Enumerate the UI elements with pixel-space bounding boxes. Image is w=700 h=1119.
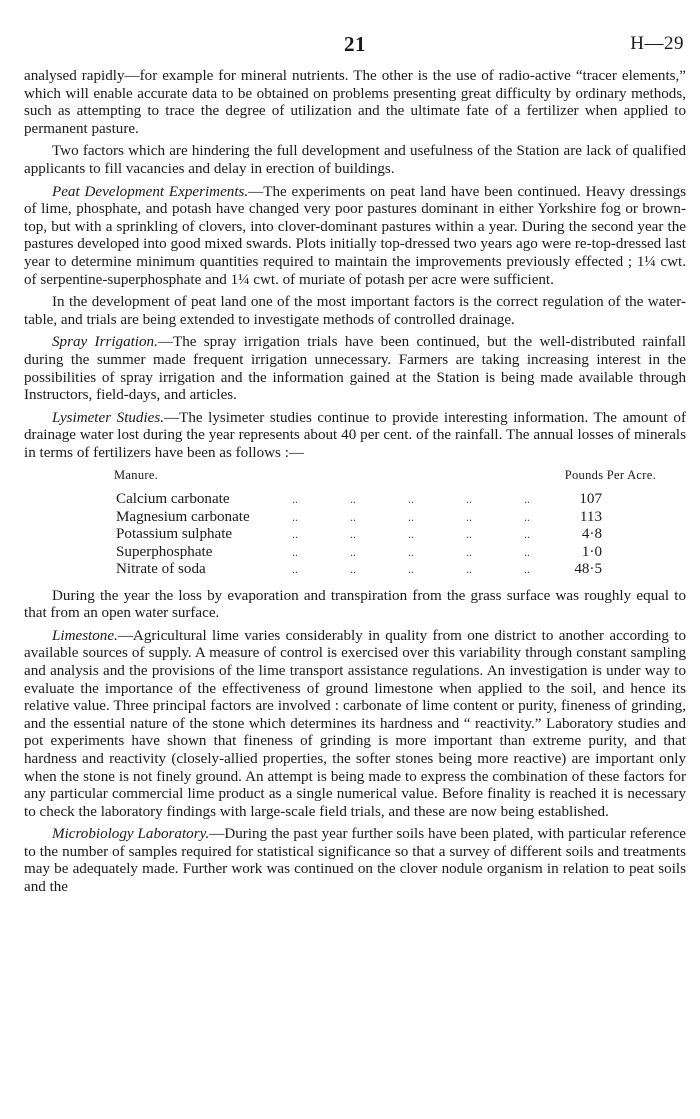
leader-dots: .. xyxy=(292,509,298,524)
heading-limestone: Limestone. xyxy=(52,627,118,644)
heading-spray: Spray Irrigation. xyxy=(52,334,158,351)
paragraph-microbiology xyxy=(24,826,686,896)
leader-dots: .. xyxy=(524,527,530,542)
leader-dots: .. xyxy=(292,544,298,559)
manure-name: Magnesium carbonate xyxy=(116,508,250,525)
column-header-manure: Manure. xyxy=(114,468,159,483)
microbiology-text: —During the past year further soils have been plated, with particular reference to the number of samples required for statistical significance so that a survey of different soils and treatments may be adequately made. Further work was continued on the clover nodule organism in relation to peat soils and the xyxy=(24,826,686,896)
manure-table xyxy=(24,467,686,578)
paragraph-spray xyxy=(24,334,686,404)
table-row xyxy=(24,561,686,579)
dot-leaders xyxy=(286,509,542,527)
dot-leaders xyxy=(286,491,542,509)
dot-leaders xyxy=(286,561,542,579)
leader-dots: .. xyxy=(408,509,414,524)
leader-dots: .. xyxy=(350,509,356,524)
table-row xyxy=(24,526,686,544)
document-page xyxy=(24,0,686,902)
table-row xyxy=(24,491,686,509)
leader-dots: .. xyxy=(408,544,414,559)
heading-microbiology: Microbiology Laboratory. xyxy=(52,826,210,843)
leader-dots: .. xyxy=(350,492,356,507)
paragraph-peat-drainage: In the development of peat land one of the most important factors is the correct regulation of the water-table, and trials are being extended to investigate methods of controlled drainage. xyxy=(24,294,686,328)
leader-dots: .. xyxy=(524,492,530,507)
leader-dots: .. xyxy=(466,527,472,542)
leader-dots: .. xyxy=(408,492,414,507)
manure-name: Superphosphate xyxy=(116,543,213,560)
leader-dots: .. xyxy=(524,544,530,559)
leader-dots: .. xyxy=(292,492,298,507)
document-body xyxy=(24,68,686,897)
spray-text: —The spray irrigation trials have been continued, but the well-distributed rainfall during the summer made frequent irrigation unnecessary. Farmers are taking increasing interest in the possibilities of spray irrigation and the information gained at the Station is being made available through Instructors, field-days, and articles. xyxy=(24,334,686,404)
leader-dots: .. xyxy=(466,562,472,577)
manure-name: Nitrate of soda xyxy=(116,561,206,578)
leader-dots: .. xyxy=(350,562,356,577)
pounds-per-acre-value: 48·5 xyxy=(574,561,602,578)
manure-name: Calcium carbonate xyxy=(116,491,230,508)
paragraph-limestone xyxy=(24,628,686,822)
heading-lysimeter: Lysimeter Studies. xyxy=(52,409,165,426)
document-reference: H—29 xyxy=(630,33,684,54)
page-header xyxy=(24,0,686,68)
leader-dots: .. xyxy=(466,492,472,507)
leader-dots: .. xyxy=(408,527,414,542)
pounds-per-acre-value: 107 xyxy=(579,491,602,508)
leader-dots: .. xyxy=(524,509,530,524)
paragraph-evaporation: During the year the loss by evaporation and transpiration from the grass surface was roughly equal to that from an open water surface. xyxy=(24,587,686,622)
limestone-text: —Agricultural lime varies considerably in quality from one district to another according to available sources of supply. A measure of control is exercised over this variability through constant sampling and analysis and the provisions of the lime transport assistance regulations. An investigation is under way to evaluate the importance of the effectiveness of ground limestone when applied to the soil, and hence its relative value. Three principal factors are involved : carbonate of lime content or purity, fineness of grinding, and the essential nature of the stone which determines its hardness and “ reactivity.” Laboratory studies and pot experiments have shown that fineness of grinding is more important than extreme purity, and that hardness and reactivity (closely-allied properties, the softer stones being more reactive) are important only when the stone is not finely ground. An attempt is being made to express the combination of these factors for any particular commercial lime product as a single numerical value. Before finality is reached it is necessary to check the laboratory findings with large-scale field trials, and these are now being established. xyxy=(24,627,686,820)
pounds-per-acre-value: 4·8 xyxy=(581,526,602,543)
dot-leaders xyxy=(286,526,542,544)
pounds-per-acre-value: 1·0 xyxy=(581,543,602,560)
leader-dots: .. xyxy=(350,527,356,542)
column-header-pounds: Pounds Per Acre. xyxy=(564,468,656,483)
leader-dots: .. xyxy=(292,562,298,577)
dot-leaders xyxy=(286,544,542,562)
leader-dots: .. xyxy=(466,544,472,559)
paragraph-peat xyxy=(24,184,686,290)
paragraph-lysimeter xyxy=(24,410,686,463)
table-row xyxy=(24,509,686,527)
paragraph-continuation: analysed rapidly—for example for mineral nutrients. The other is the use of radio-active “tracer elements,” which will enable accurate data to be obtained on problems presenting great difficulty by ordinary methods, such as attempting to trace the degree of utilization and the ultimate fate of a fertilizer when applied to permanent pasture. xyxy=(24,68,686,137)
heading-peat: Peat Development Experiments. xyxy=(52,183,249,200)
leader-dots: .. xyxy=(292,527,298,542)
table-rows xyxy=(24,491,686,579)
leader-dots: .. xyxy=(408,562,414,577)
pounds-per-acre-value: 113 xyxy=(579,508,602,525)
leader-dots: .. xyxy=(524,562,530,577)
manure-name: Potassium sulphate xyxy=(116,526,233,543)
peat-text: —The experiments on peat land have been continued. Heavy dressings of lime, phosphate, and potash have changed very poor pastures dominant in either Yorkshire fog or brown-top, but with a sprinkling of clovers, into clover-dominant pastures within a year. During the second year the pastures developed into good mixed swards. Plots initially top-dressed two years ago were re-top-dressed last year to determine minimum quantities required to maintain the improvements previously effected ; 1¼ cwt. of serpentine-superphosphate and 1¼ cwt. of muriate of potash per acre were sufficient. xyxy=(24,183,687,288)
table-row xyxy=(24,544,686,562)
leader-dots: .. xyxy=(350,544,356,559)
leader-dots: .. xyxy=(466,509,472,524)
table-header xyxy=(24,467,686,485)
paragraph-station-factors: Two factors which are hindering the full development and usefulness of the Station are lack of qualified applicants to fill vacancies and delay in erection of buildings. xyxy=(24,143,686,177)
page-number: 21 xyxy=(344,32,366,56)
lysimeter-text: —The lysimeter studies continue to provide interesting information. The amount of drainage water lost during the year represents about 40 per cent. of the rainfall. The annual losses of minerals in terms of fertilizers have been as follows :— xyxy=(24,409,686,461)
